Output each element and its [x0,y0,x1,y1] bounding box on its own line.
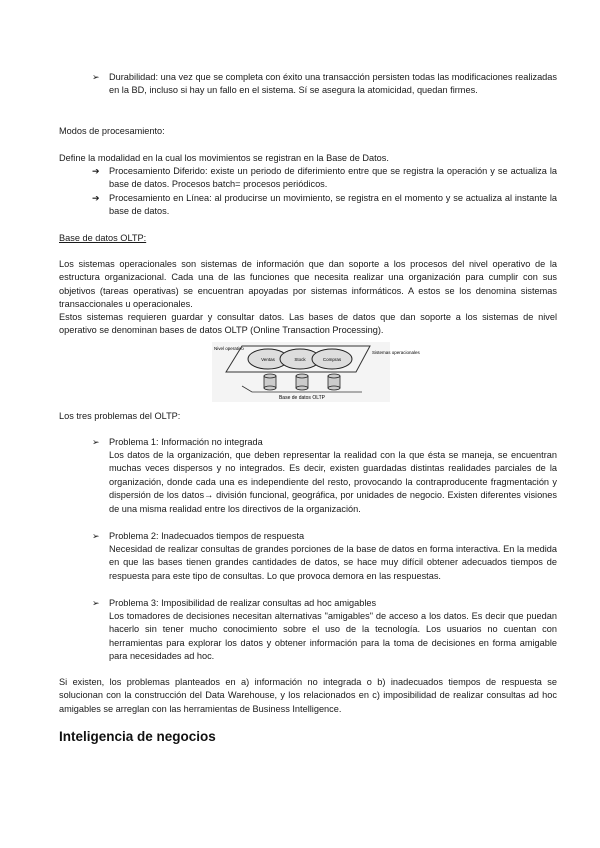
modos-item-text: Procesamiento Diferido: existe un periodo de diferimiento entre que se registra la operación y se actualiza la base de datos. Procesos batch= procesos periódicos. [109,166,557,190]
oval-label: Stock [294,357,306,362]
modos-item-text: Procesamiento en Línea: al producirse un movimiento, se registra en el momento y se actualiza al instante la base de datos. [109,193,557,217]
problema-body: Los tomadores de decisiones necesitan alternativas "amigables" de acceso a los datos. Es decir que puedan hacerlo sin tener mucho conocimiento sobre el uso de la tecnología. Los usuarios no cuentan con herramientas para explorar los datos y obtener información para la toma de decisiones en forma amigable para necesidades ad hoc. [109,611,557,662]
figure-label-right: Sistemas operacionales [372,350,420,355]
problema-title: Problema 1: Información no integrada [109,437,263,447]
arrow-marker: ➔ [92,166,100,176]
section-heading: Inteligencia de negocios [59,729,216,744]
problema-body: Necesidad de realizar consultas de grandes porciones de la base de datos en forma interactiva. En la medida en que las bases tienen grandes cantidades de datos, se hace muy difícil obtener adecuados tiempos de respuesta para este tipo de consultas. Lo que provoca demora en las respuestas. [109,544,557,581]
modos-title: Modos de procesamiento: [59,126,165,136]
figure-caption: Base de datos OLTP [278,395,326,401]
arrow-marker: ➔ [92,193,100,203]
bullet-marker: ➢ [92,598,100,608]
problemas-title: Los tres problemas del OLTP: [59,411,181,421]
oltp-paragraph-2: Estos sistemas requieren guardar y consultar datos. Las bases de datos que dan soporte a los sistemas de nivel operativo se denominan bases de datos OLTP (Online Transaction Processing). [59,312,557,336]
bullet-marker: ➢ [92,72,100,82]
durabilidad-text: Durabilidad: una vez que se completa con éxito una transacción persisten todas las modificaciones realizadas en la BD, incluso si hay un fallo en el sistema. Sí se asegura la atomicidad, quedan firmes. [109,72,557,96]
problema-3 [92,597,557,610]
oval-label: Compras [322,357,342,362]
modos-item-linea [92,192,557,219]
problema-2 [92,530,557,543]
oltp-diagram [212,342,420,402]
modos-item-diferido [92,165,557,192]
problema-title: Problema 2: Inadecuados tiempos de respuesta [109,531,305,541]
bullet-marker: ➢ [92,437,100,447]
bullet-marker: ➢ [92,531,100,541]
figure-label-left: Nivel operativo [214,346,244,351]
oltp-title: Base de datos OLTP: [59,233,147,243]
problema-1 [92,436,557,449]
oval-label: Ventas [261,357,275,362]
modos-definition: Define la modalidad en la cual los movimientos se registran en la Base de Datos. [59,153,389,163]
problema-title: Problema 3: Imposibilidad de realizar consultas ad hoc amigables [109,598,377,608]
oltp-paragraph-1: Los sistemas operacionales son sistemas de información que dan soporte a los procesos del nivel operativo de la estructura organizacional. Cada una de las funciones que necesita realizar una organización para cumplir con sus objetivos (tareas operativas) se encuentran apoyadas por sistemas informáticos. A estos se los denomina sistemas transaccionales u operacionales. [59,259,557,310]
durabilidad-bullet [92,71,557,98]
problema-body: Los datos de la organización, que deben representar la realidad con la que ésta se maneja, se encuentran muchas veces dispersos y no integrados. Es decir, existen guardadas distintas realidades parciales de la organización, donde cada una es independiente del resto, provocando la contraproducente fragmentación y dispersión de los datos→ división funcional, geográfica, por unidades de negocio. Existen diferentes visiones de una misma realidad entre los directivos de la organización. [109,450,557,514]
conclusion-paragraph: Si existen, los problemas planteados en a) información no integrada o b) inadecuados tiempos de respuesta se solucionan con la construcción del Data Warehouse, y los relacionados en c) imposibilidad de realizar consultas ad hoc amigables se arreglan con las herramientas de Business Intelligence. [59,677,557,714]
